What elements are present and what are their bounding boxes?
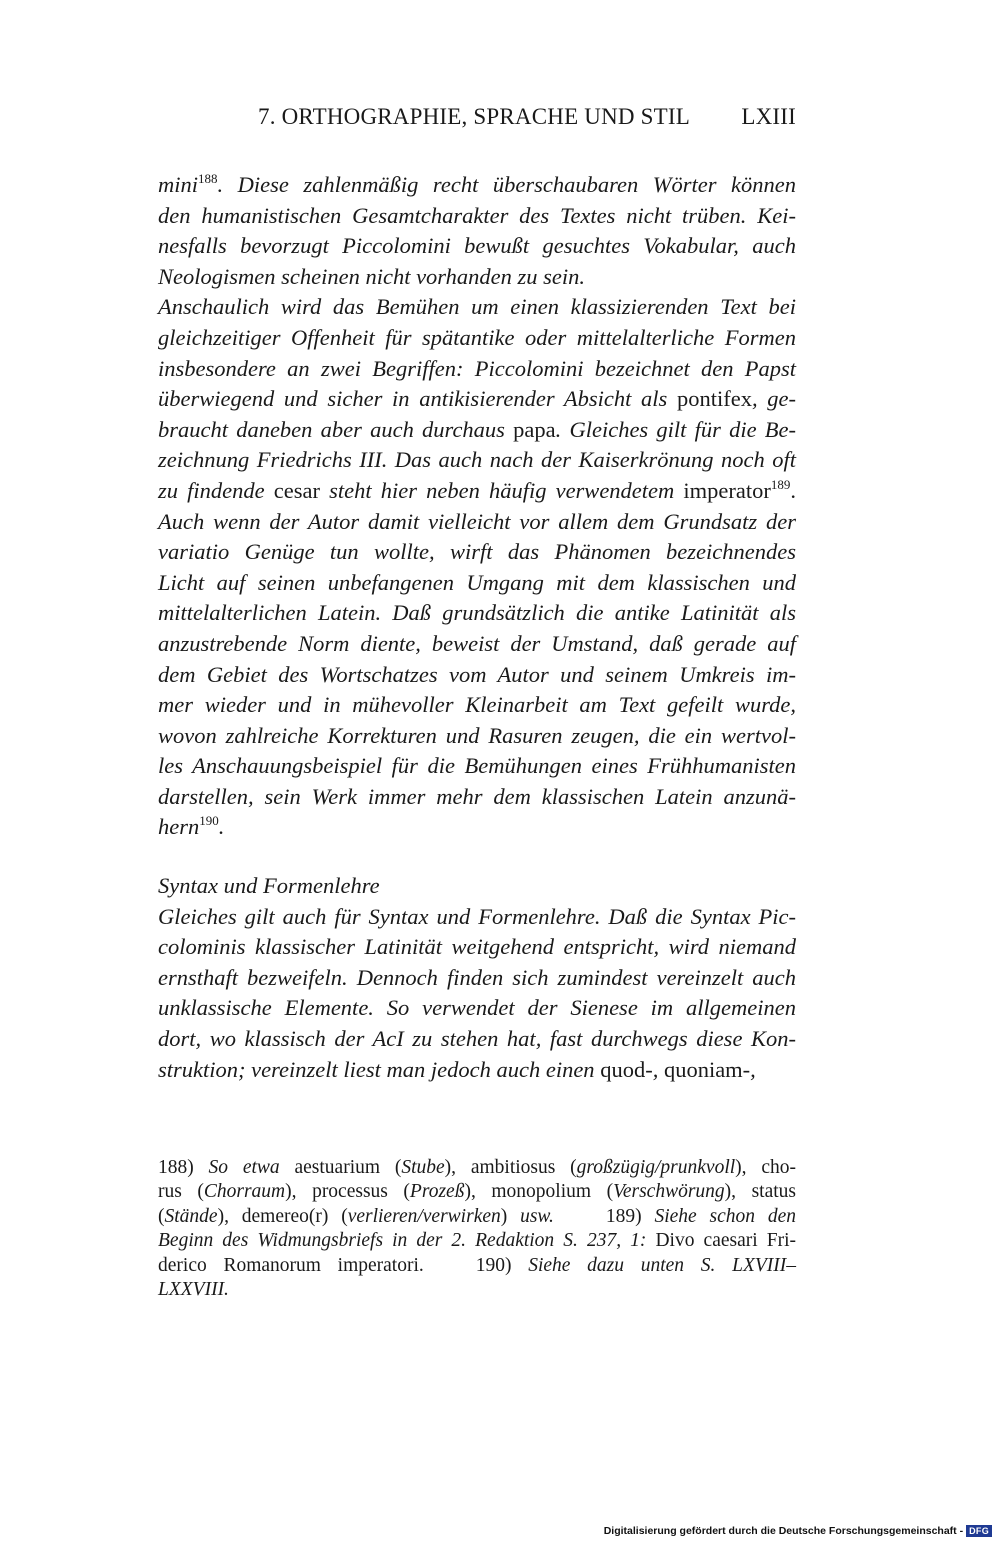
syntax-section xyxy=(158,871,796,1085)
text-line: ernsthaft bezweifeln. Dennoch finden sich zumindest vereinzelt auch xyxy=(158,964,796,990)
footnote-line: LXXVIII. xyxy=(158,1278,229,1300)
section-heading: Syntax und Formenlehre xyxy=(158,873,380,898)
footnote-line: Beginn des Widmungsbriefs in der 2. Redaktion S. 237, 1: Divo caesari Fri- xyxy=(158,1230,796,1252)
text-line: nesfalls bevorzugt Piccolomini bewußt gesuchtes Vokabular, auch xyxy=(158,233,796,259)
page-number: LXIII xyxy=(741,104,796,129)
text-line: anzustrebende Norm diente, beweist der Umstand, daß gerade auf xyxy=(158,630,796,656)
footnote-ref: 188 xyxy=(198,171,218,186)
text-line: mer wieder und in mühevoller Kleinarbeit am Text gefeilt wurde, xyxy=(158,692,796,718)
text-line: dort, wo klassisch der AcI zu stehen hat, fast durchwegs diese Kon- xyxy=(158,1025,796,1051)
text-line: Neologismen scheinen nicht vorhanden zu sein. xyxy=(158,263,586,289)
text-line: mittelalterlichen Latein. Daß grundsätzlich die antike Latinität als xyxy=(158,600,796,626)
text-line: insbesondere an zwei Begriffen: Piccolomini bezeichnet den Papst xyxy=(158,355,796,381)
text-line: zu findende cesar steht hier neben häufig verwendetem imperator$^{189}$. xyxy=(158,476,796,503)
text-line: darstellen, sein Werk immer mehr dem klassischen Latein anzunä- xyxy=(158,783,796,809)
text-line: überwiegend und sicher in antikisierender Absicht als pontifex, ge- xyxy=(158,386,797,412)
text-line: unklassische Elemente. So verwendet der Sienese im allgemeinen xyxy=(158,995,796,1021)
text-line: den humanistischen Gesamtcharakter des Textes nicht trüben. Kei- xyxy=(158,202,796,228)
text-line: struktion; vereinzelt liest man jedoch auch einen quod-, quoniam-, xyxy=(158,1056,756,1082)
text-line: wovon zahlreiche Korrekturen und Rasuren zeugen, die ein wertvol- xyxy=(158,722,796,748)
text-line: braucht daneben aber auch durchaus papa. Gleiches gilt für die Be- xyxy=(158,416,796,442)
body-paragraphs xyxy=(158,170,796,843)
footnote-ref: 190 xyxy=(199,813,219,829)
text-line: les Anschauungsbeispiel für die Bemühungen eines Frühhumanisten xyxy=(158,753,796,779)
dfg-credit xyxy=(604,1525,992,1537)
text-line: colominis klassischer Latinität weitgehend entspricht, wird niemand xyxy=(158,934,796,960)
footnote-line: rus (Chorraum), processus (Prozeß), monopolium (Verschwörung), status xyxy=(158,1181,796,1203)
text-line: mini$^{188}$. Diese zahlenmäßig recht überschaubaren Wörter können xyxy=(158,171,796,197)
footnotes xyxy=(158,1156,796,1302)
text-line: zeichnung Friedrichs III. Das auch nach der Kaiserkrönung noch oft xyxy=(158,447,796,473)
footnote-line: (Stände), demereo(r) (verlieren/verwirken) usw. 189) Siehe schon den xyxy=(158,1205,796,1227)
chapter-title: 7. ORTHOGRAPHIE, SPRACHE UND STIL xyxy=(258,104,691,129)
footnote-line: derico Romanorum imperatori. 190) Siehe dazu unten S. LXVIII– xyxy=(158,1254,796,1276)
dfg-logo: DFG xyxy=(966,1525,992,1537)
text-line: Auch wenn der Autor damit vielleicht vor allem dem Grundsatz der xyxy=(158,508,796,534)
text-line: gleichzeitiger Offenheit für spätantike oder mittelalterliche Formen xyxy=(158,324,796,350)
text-line: variatio Genüge tun wollte, wirft das Phänomen bezeichnendes xyxy=(158,539,796,565)
text-line: hern$^{190}$. xyxy=(158,813,225,840)
dfg-credit-text: Digitalisierung gefördert durch die Deutsche Forschungsgemeinschaft - xyxy=(603,1525,964,1537)
footnote-line: 188) So etwa aestuarium (Stube), ambitiosus (großzügig/prunkvoll), cho- xyxy=(158,1157,796,1178)
text-line: Gleiches gilt auch für Syntax und Formenlehre. Daß die Syntax Pic- xyxy=(158,903,796,929)
text-line: dem Gebiet des Wortschatzes vom Autor und seinem Umkreis im- xyxy=(158,661,796,687)
text-line: Anschaulich wird das Bemühen um einen klassizierenden Text bei xyxy=(158,294,796,320)
text-line: Licht auf seinen unbefangenen Umgang mit dem klassischen und xyxy=(158,569,796,595)
footnote-ref: 189 xyxy=(770,476,791,492)
